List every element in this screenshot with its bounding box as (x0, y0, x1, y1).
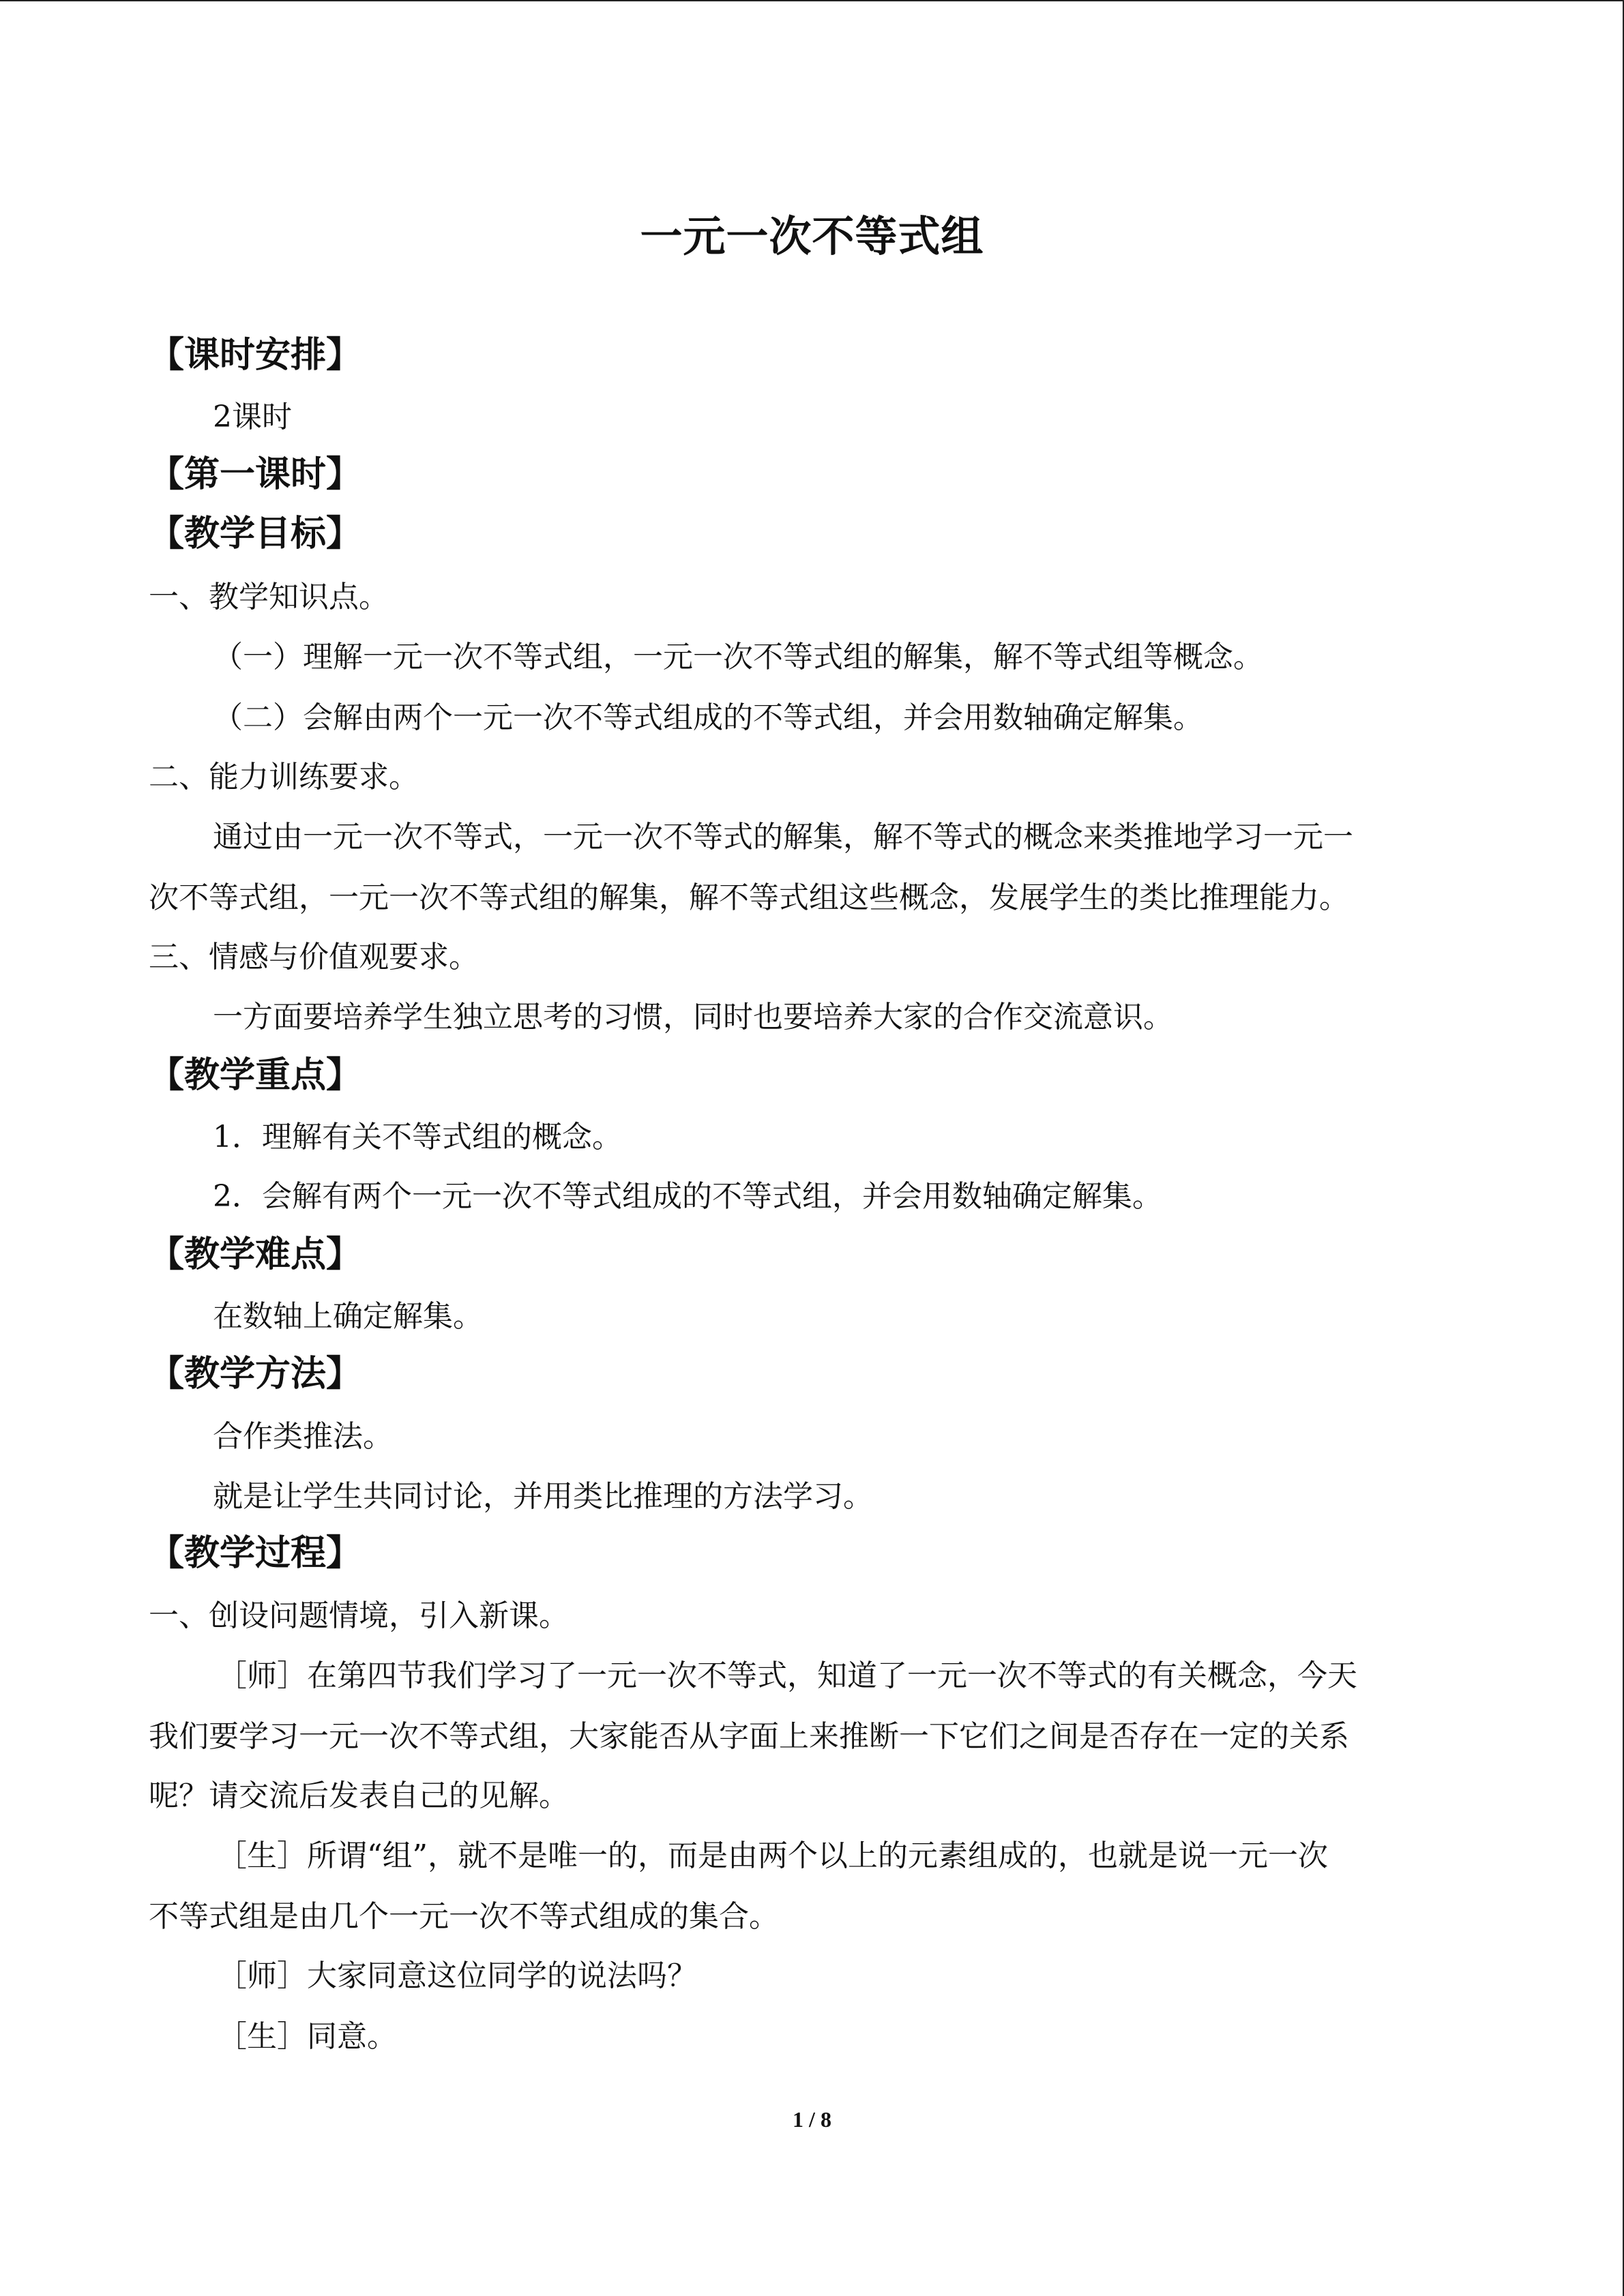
goals-heading: 【教学目标】 (149, 513, 362, 554)
goal2-title: 二、能力训练要求。 (149, 760, 419, 794)
method-heading: 【教学方法】 (149, 1354, 362, 1395)
method-text2: 就是让学生共同讨论，并用类比推理的方法学习。 (213, 1479, 873, 1514)
teacher2: ［师］大家同意这位同学的说法吗？ (217, 1958, 697, 1993)
goal3-title: 三、情感与价值观要求。 (149, 940, 479, 974)
goal2-para-line2: 次不等式组，一元一次不等式组的解集，解不等式组这些概念，发展学生的类比推理能力。 (149, 880, 1349, 915)
student1-line1: ［生］所谓“组”，就不是唯一的，而是由两个以上的元素组成的，也就是说一元一次 (217, 1838, 1328, 1873)
key-item1: 1．理解有关不等式组的概念。 (213, 1120, 622, 1154)
key-heading: 【教学重点】 (149, 1055, 362, 1096)
difficulty-text: 在数轴上确定解集。 (213, 1299, 483, 1334)
key-item2: 2．会解有两个一元一次不等式组成的不等式组，并会用数轴确定解集。 (213, 1179, 1162, 1214)
student1-line2: 不等式组是由几个一元一次不等式组成的集合。 (149, 1899, 779, 1934)
student2: ［生］同意。 (217, 2019, 397, 2054)
teacher1-line3: 呢？请交流后发表自己的见解。 (149, 1778, 569, 1813)
page-number: 1 / 8 (793, 2107, 831, 2132)
goal3-para: 一方面要培养学生独立思考的习惯，同时也要培养大家的合作交流意识。 (213, 1000, 1173, 1034)
teacher1-line2: 我们要学习一元一次不等式组，大家能否从字面上来推断一下它们之间是否存在一定的关系 (149, 1719, 1349, 1754)
lesson1-heading: 【第一课时】 (149, 454, 362, 495)
schedule-heading: 【课时安排】 (149, 335, 362, 376)
document-title: 一元一次不等式组 (640, 211, 984, 261)
schedule-text: 2课时 (213, 400, 292, 434)
goal1-title: 一、教学知识点。 (149, 580, 389, 614)
process-step1: 一、创设问题情境，引入新课。 (149, 1598, 569, 1633)
difficulty-heading: 【教学难点】 (149, 1234, 362, 1275)
teacher1-line1: ［师］在第四节我们学习了一元一次不等式，知道了一元一次不等式的有关概念，今天 (217, 1658, 1357, 1693)
goal2-para-line1: 通过由一元一次不等式，一元一次不等式的解集，解不等式的概念来类推地学习一元一 (213, 820, 1353, 854)
goal1-item1: （一）理解一元一次不等式组，一元一次不等式组的解集，解不等式组等概念。 (213, 640, 1263, 674)
process-heading: 【教学过程】 (149, 1533, 362, 1574)
goal1-item2: （二）会解由两个一元一次不等式组成的不等式组，并会用数轴确定解集。 (213, 700, 1203, 735)
method-text1: 合作类推法。 (213, 1419, 393, 1454)
